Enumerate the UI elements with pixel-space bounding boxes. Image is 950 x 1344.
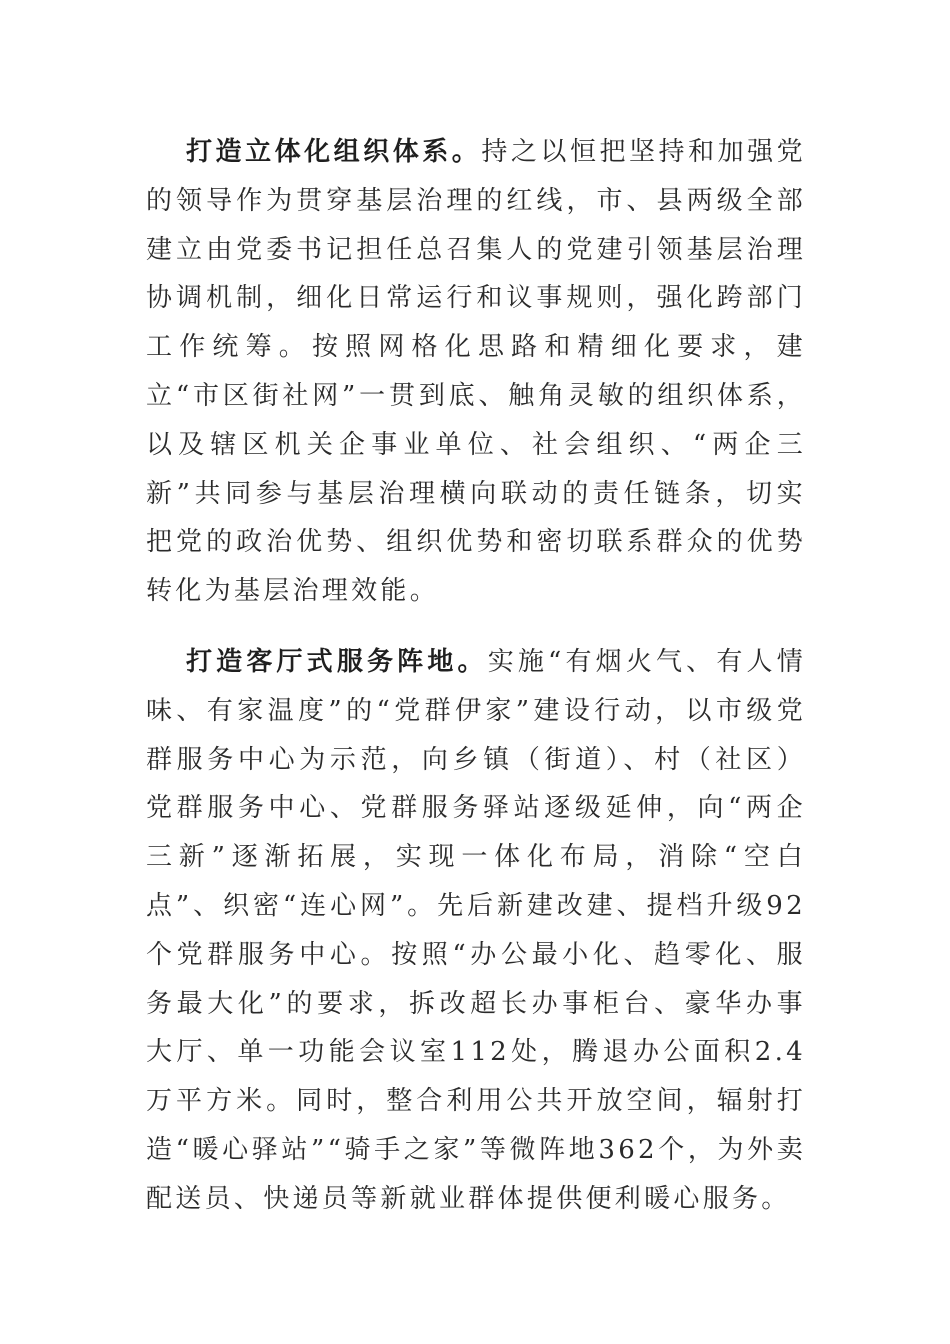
paragraph-organization-system [146,128,806,616]
paragraph-body: 持之以恒把坚持和加强党的领导作为贯穿基层治理的红线，市、县两级全部建立由党委书记担任总召集人的党建引领基层治理协调机制，细化日常运行和议事规则，强化跨部门工作统筹。按照网格化思路和精细化要求，建立“市区街社网”一贯到底、触角灵敏的组织体系，以及辖区机关企事业单位、社会组织、“两企三新”共同参与基层治理横向联动的责任链条，切实把党的政治优势、组织优势和密切联系群众的优势转化为基层治理效能。 [146,137,806,607]
paragraph-heading: 打造客厅式服务阵地。 [186,646,488,677]
paragraph-body: 实施“有烟火气、有人情味、有家温度”的“党群伊家”建设行动，以市级党群服务中心为示范，向乡镇（街道）、村（社区）党群服务中心、党群服务驿站逐级延伸，向“两企三新”逐渐拓展，实现一体化布局，消除“空白点”、织密“连心网”。先后新建改建、提档升级92个党群服务中心。按照“办公最小化、趋零化、服务最大化”的要求，拆改超长办事柜台、豪华办事大厅、单一功能会议室112处，腾退办公面积2.4万平方米。同时，整合利用公共开放空间，辐射打造“暖心驿站”“骑手之家”等微阵地362个，为外卖配送员、快递员等新就业群体提供便利暖心服务。 [146,646,806,1214]
paragraph-heading: 打造立体化组织体系。 [186,137,482,167]
paragraph-service-venue [146,638,806,1224]
document-page [146,128,806,1224]
